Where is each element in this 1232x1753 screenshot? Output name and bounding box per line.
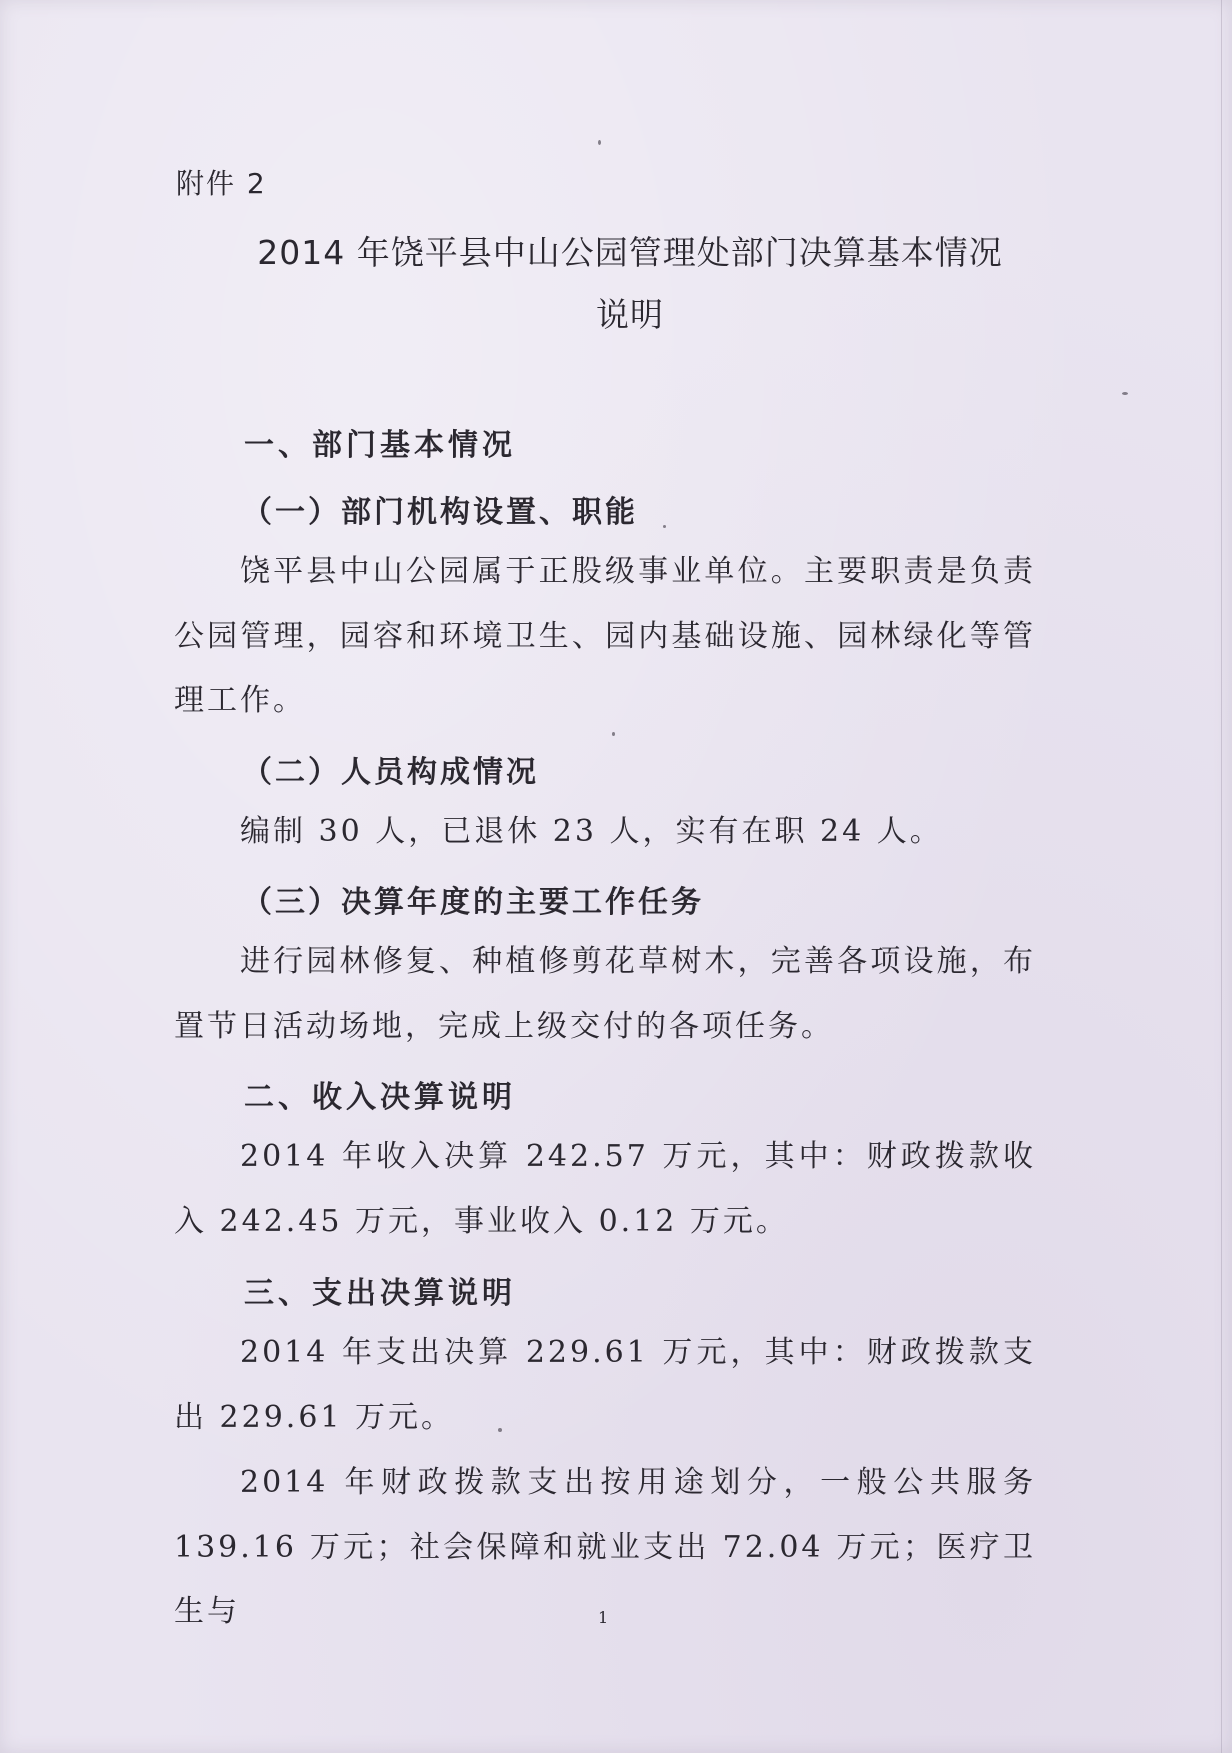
- paragraph-income: 2014 年收入决算 242.57 万元，其中：财政拨款收入 242.45 万元，事业收入 0.12 万元。: [174, 1139, 1036, 1239]
- section-heading-income: 二、收入决算说明: [244, 1080, 516, 1115]
- attachment-label: 附件 2: [176, 167, 267, 200]
- section-heading-expenditure: 三、支出决算说明: [244, 1276, 516, 1311]
- scan-speck: [498, 1428, 502, 1432]
- scan-speck: [612, 732, 615, 736]
- page-number: 1: [598, 1608, 609, 1627]
- paragraph-organization: 饶平县中山公园属于正股级事业单位。主要职责是负责公园管理，园容和环境卫生、园内基础设施、园林绿化等管理工作。: [174, 554, 1036, 718]
- subsection-heading-organization: （一）部门机构设置、职能: [242, 495, 638, 530]
- document-title: [200, 222, 1060, 346]
- subsection-heading-staffing: （二）人员构成情况: [242, 755, 539, 790]
- section-heading-basic-info: 一、部门基本情况: [244, 428, 516, 463]
- paragraph-staffing: 编制 30 人，已退休 23 人，实有在职 24 人。: [240, 814, 943, 849]
- scan-speck: [598, 140, 601, 145]
- document-title-line-1: 2014 年饶平县中山公园管理处部门决算基本情况: [257, 233, 1003, 272]
- scan-speck: [663, 525, 666, 528]
- scan-edge-line: [1221, 0, 1222, 1753]
- subsection-heading-main-tasks: （三）决算年度的主要工作任务: [242, 885, 704, 920]
- paragraph-expenditure-total: 2014 年支出决算 229.61 万元，其中：财政拨款支出 229.61 万元。: [174, 1335, 1036, 1435]
- paragraph-expenditure-breakdown: 2014 年财政拨款支出按用途划分，一般公共服务 139.16 万元；社会保障和就业支出 72.04 万元；医疗卫生与: [174, 1465, 1036, 1629]
- document-title-line-2: 说明: [596, 295, 664, 334]
- scan-speck: [1122, 392, 1128, 395]
- paragraph-main-tasks: 进行园林修复、种植修剪花草树木，完善各项设施，布置节日活动场地，完成上级交付的各项任务。: [174, 944, 1036, 1044]
